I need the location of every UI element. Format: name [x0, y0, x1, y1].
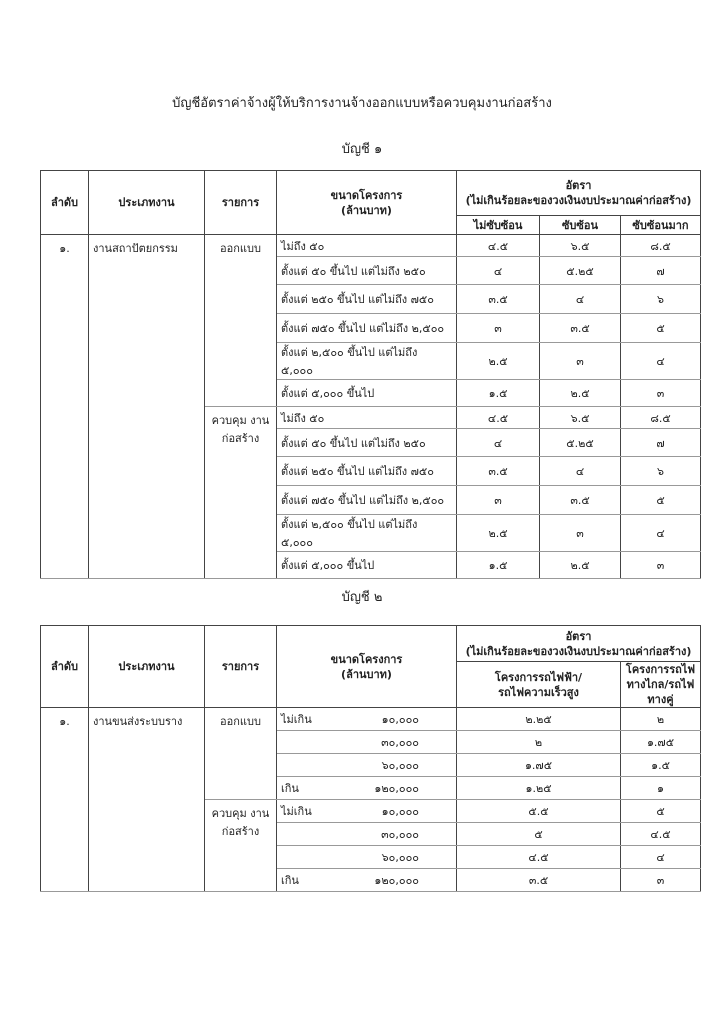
row-number: ๑. [41, 235, 89, 579]
rate-value: ๓ [540, 515, 621, 552]
rate-value: ๑.๕ [457, 552, 540, 579]
rate-value: ๑.๗๕ [457, 754, 621, 777]
rate-value: ๕ [621, 314, 701, 343]
size-qualifier: ไม่เกิน [281, 805, 312, 818]
project-size [277, 823, 457, 846]
rate-value: ๓.๕ [457, 869, 621, 892]
size-value: ๖๐,๐๐๐ [381, 851, 419, 864]
rate-value: ๓ [457, 486, 540, 515]
project-size: ตั้งแต่ ๗๕๐ ขึ้นไป แต่ไม่ถึง ๒,๕๐๐ [277, 314, 457, 343]
work-type: งานสถาปัตยกรรม [89, 235, 205, 579]
rate-value: ๔ [457, 257, 540, 285]
project-size: ตั้งแต่ ๕๐ ขึ้นไป แต่ไม่ถึง ๒๕๐ [277, 429, 457, 457]
rate-value: ๓ [621, 380, 701, 407]
rate-value: ๒ [621, 708, 701, 731]
header-item: รายการ [205, 626, 277, 708]
project-size: ตั้งแต่ ๒,๕๐๐ ขึ้นไป แต่ไม่ถึง ๕,๐๐๐ [277, 343, 457, 380]
rate-value: ๔ [621, 846, 701, 869]
table-row [41, 708, 701, 731]
header-c1: โครงการรถไฟฟ้า/ รถไฟความเร็วสูง [457, 662, 621, 708]
rate-value: ๔.๕ [457, 846, 621, 869]
project-size: ตั้งแต่ ๒๕๐ ขึ้นไป แต่ไม่ถึง ๗๕๐ [277, 285, 457, 314]
work-type: งานขนส่งระบบราง [89, 708, 205, 892]
rate-value: ๑.๒๕ [457, 777, 621, 800]
rate-value: ๔.๕ [457, 407, 540, 429]
header-type: ประเภทงาน [89, 171, 205, 235]
size-value: ๑๒๐,๐๐๐ [374, 782, 419, 795]
rate-table-2 [40, 625, 701, 892]
table1-caption: บัญชี ๑ [341, 142, 383, 157]
rate-value: ๕.๒๕ [540, 257, 621, 285]
project-size: ตั้งแต่ ๕,๐๐๐ ขึ้นไป [277, 552, 457, 579]
rate-value: ๘.๕ [621, 235, 701, 257]
project-size [277, 731, 457, 754]
rate-value: ๘.๕ [621, 407, 701, 429]
rate-value: ๔.๕ [457, 235, 540, 257]
project-size: ตั้งแต่ ๒,๕๐๐ ขึ้นไป แต่ไม่ถึง ๕,๐๐๐ [277, 515, 457, 552]
rate-value: ๑.๕ [457, 380, 540, 407]
rate-value: ๓.๕ [457, 457, 540, 486]
rate-value: ๒.๕ [457, 343, 540, 380]
header-no: ลำดับ [41, 171, 89, 235]
header-c2: ซับซ้อน [540, 216, 621, 235]
project-size: ไม่ถึง ๕๐ [277, 407, 457, 429]
item-type: ควบคุม งานก่อสร้าง [205, 407, 277, 579]
project-size [277, 708, 457, 731]
rate-value: ๔ [457, 429, 540, 457]
document-title: บัญชีอัตราค่าจ้างผู้ให้บริการงานจ้างออกแบบหรือควบคุมงานก่อสร้าง [172, 96, 552, 111]
table-row [41, 235, 701, 257]
item-type: ออกแบบ [205, 235, 277, 407]
project-size: ตั้งแต่ ๕๐ ขึ้นไป แต่ไม่ถึง ๒๕๐ [277, 257, 457, 285]
rate-value: ๕ [457, 823, 621, 846]
project-size [277, 846, 457, 869]
table2-caption: บัญชี ๒ [341, 590, 383, 605]
header-size: ขนาดโครงการ (ล้านบาท) [277, 171, 457, 235]
rate-value: ๒.๕ [540, 380, 621, 407]
row-number: ๑. [41, 708, 89, 892]
size-value: ๖๐,๐๐๐ [381, 759, 419, 772]
item-type: ออกแบบ [205, 708, 277, 800]
rate-value: ๓.๕ [457, 285, 540, 314]
project-size [277, 777, 457, 800]
rate-value: ๕ [621, 800, 701, 823]
header-size: ขนาดโครงการ (ล้านบาท) [277, 626, 457, 708]
header-c3: ซับซ้อนมาก [621, 216, 701, 235]
project-size: ตั้งแต่ ๒๕๐ ขึ้นไป แต่ไม่ถึง ๗๕๐ [277, 457, 457, 486]
rate-value: ๕.๒๕ [540, 429, 621, 457]
project-size [277, 869, 457, 892]
rate-value: ๔ [621, 343, 701, 380]
rate-value: ๖.๕ [540, 235, 621, 257]
rate-value: ๕ [621, 486, 701, 515]
rate-value: ๖ [621, 285, 701, 314]
rate-value: ๒.๕ [457, 515, 540, 552]
project-size: ไม่ถึง ๕๐ [277, 235, 457, 257]
rate-value: ๖ [621, 457, 701, 486]
rate-value: ๖.๕ [540, 407, 621, 429]
size-qualifier: เกิน [281, 874, 299, 887]
project-size [277, 800, 457, 823]
rate-value: ๓.๕ [540, 314, 621, 343]
header-c1: ไม่ซับซ้อน [457, 216, 540, 235]
header-c2: โครงการรถไฟ ทางไกล/รถไฟทางคู่ [621, 662, 701, 708]
project-size: ตั้งแต่ ๗๕๐ ขึ้นไป แต่ไม่ถึง ๒,๕๐๐ [277, 486, 457, 515]
header-rate: อัตรา (ไม่เกินร้อยละของวงเงินงบประมาณค่าก่อสร้าง) [457, 171, 701, 216]
rate-value: ๓ [621, 552, 701, 579]
size-value: ๑๐,๐๐๐ [381, 805, 419, 818]
header-no: ลำดับ [41, 626, 89, 708]
size-qualifier: ไม่เกิน [281, 713, 312, 726]
rate-value: ๑.๗๕ [621, 731, 701, 754]
rate-value: ๓ [457, 314, 540, 343]
size-qualifier: เกิน [281, 782, 299, 795]
header-rate: อัตรา (ไม่เกินร้อยละของวงเงินงบประมาณค่าก่อสร้าง) [457, 626, 701, 662]
size-value: ๓๐,๐๐๐ [381, 828, 419, 841]
rate-value: ๓ [540, 343, 621, 380]
project-size: ตั้งแต่ ๕,๐๐๐ ขึ้นไป [277, 380, 457, 407]
rate-value: ๔ [540, 285, 621, 314]
header-item: รายการ [205, 171, 277, 235]
rate-value: ๑ [621, 777, 701, 800]
rate-value: ๓.๕ [540, 486, 621, 515]
item-type: ควบคุม งานก่อสร้าง [205, 800, 277, 892]
project-size [277, 754, 457, 777]
rate-value: ๗ [621, 257, 701, 285]
rate-value: ๓ [621, 869, 701, 892]
rate-value: ๔ [540, 457, 621, 486]
rate-value: ๑.๕ [621, 754, 701, 777]
rate-value: ๒.๒๕ [457, 708, 621, 731]
rate-value: ๒.๕ [540, 552, 621, 579]
rate-value: ๗ [621, 429, 701, 457]
header-type: ประเภทงาน [89, 626, 205, 708]
size-value: ๑๒๐,๐๐๐ [374, 874, 419, 887]
rate-value: ๔.๕ [621, 823, 701, 846]
rate-value: ๔ [621, 515, 701, 552]
size-value: ๑๐,๐๐๐ [381, 713, 419, 726]
size-value: ๓๐,๐๐๐ [381, 736, 419, 749]
rate-value: ๕.๕ [457, 800, 621, 823]
rate-value: ๒ [457, 731, 621, 754]
rate-table-1 [40, 170, 701, 579]
